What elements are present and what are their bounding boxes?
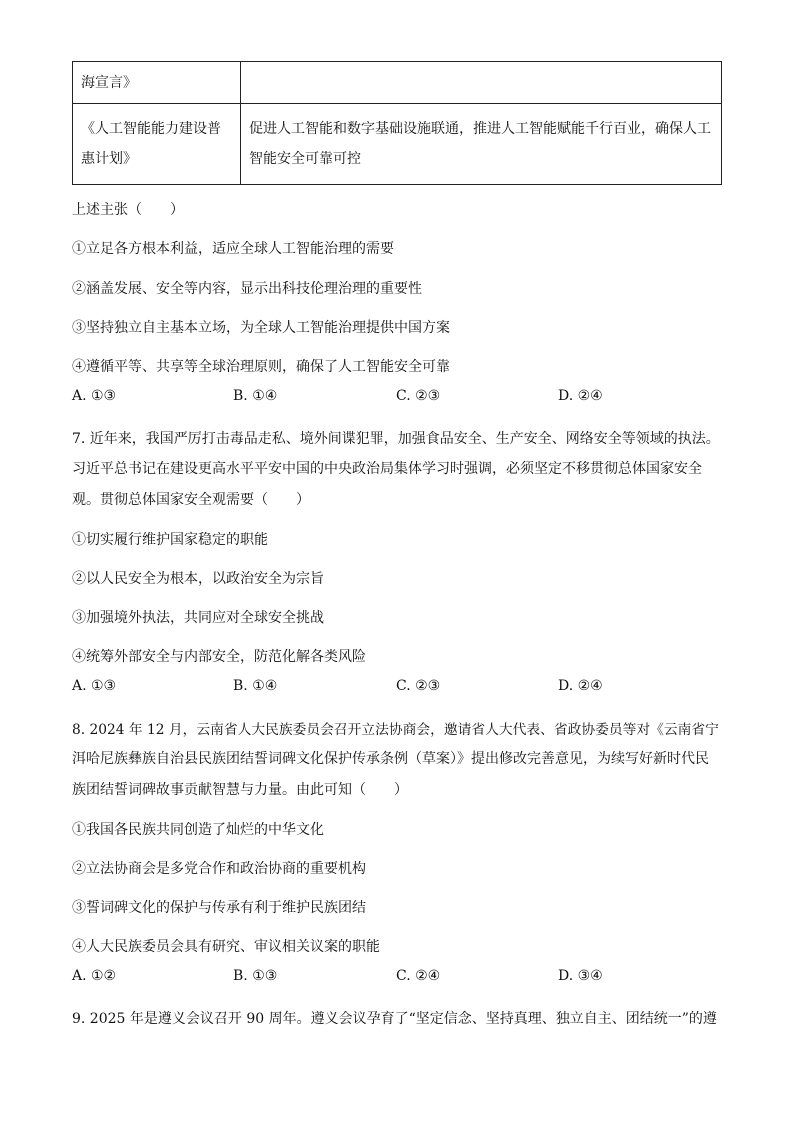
table-cell-name bbox=[73, 104, 241, 185]
q8-option-c: C. ②④ bbox=[396, 968, 441, 984]
q6-option-d: D. ②④ bbox=[558, 388, 603, 404]
q7-statement-4: ④统筹外部安全与内部安全，防范化解各类风险 bbox=[72, 649, 366, 665]
q6-statement-2: ②涵盖发展、安全等内容，显示出科技伦理治理的重要性 bbox=[72, 281, 422, 297]
table-row bbox=[73, 62, 722, 104]
table-cell-name: 海宣言》 bbox=[73, 62, 241, 104]
q7-stem-line-1: 7. 近年来，我国严厉打击毒品走私、境外间谍犯罪，加强食品安全、生产安全、网络安全等领域的执法。 bbox=[72, 431, 720, 447]
table-cell-content bbox=[241, 62, 722, 104]
q6-option-a: A. ①③ bbox=[72, 388, 117, 404]
table-cell-content bbox=[241, 104, 722, 185]
q6-stem: 上述主张（ ） bbox=[72, 202, 184, 218]
q7-statement-1: ①切实履行维护国家稳定的职能 bbox=[72, 532, 268, 548]
q8-stem-line-2: 洱哈尼族彝族自治县民族团结誓词碑文化保护传承条例（草案）》提出修改完善意见，为续写好新时代民 bbox=[72, 751, 709, 767]
q6-statement-1: ①立足各方根本利益，适应全球人工智能治理的需要 bbox=[72, 241, 394, 257]
q8-stem-line-3: 族团结誓词碑故事贡献智慧与力量。由此可知（ ） bbox=[72, 782, 408, 798]
q8-option-d: D. ③④ bbox=[558, 968, 603, 984]
q8-statement-1: ①我国各民族共同创造了灿烂的中华文化 bbox=[72, 822, 324, 838]
table-cell-line: 促进人工智能和数字基础设施联通，推进人工智能赋能千行百业，确保人工 bbox=[249, 121, 711, 137]
q9-stem-line-1: 9. 2025 年是遵义会议召开 90 周年。遵义会议孕育了“坚定信念、坚持真理、独立自主、团结统一”的遵 bbox=[72, 1011, 717, 1027]
q6-option-c: C. ②③ bbox=[396, 388, 441, 404]
q7-option-d: D. ②④ bbox=[558, 678, 603, 694]
q6-option-b: B. ①④ bbox=[233, 388, 278, 404]
q8-stem-line-1: 8. 2024 年 12 月，云南省人大民族委员会召开立法协商会，邀请省人大代表、省政协委员等对《云南省宁 bbox=[72, 722, 719, 738]
q7-option-a: A. ①③ bbox=[72, 678, 117, 694]
initiative-table bbox=[72, 61, 722, 185]
q7-statement-3: ③加强境外执法，共同应对全球安全挑战 bbox=[72, 610, 324, 626]
table-row bbox=[73, 104, 722, 185]
table-cell-line: 惠计划》 bbox=[81, 151, 137, 167]
q6-statement-3: ③坚持独立自主基本立场，为全球人工智能治理提供中国方案 bbox=[72, 320, 450, 336]
table-cell-line: 《人工智能能力建设普 bbox=[81, 121, 221, 137]
q8-option-b: B. ①③ bbox=[233, 968, 278, 984]
q8-option-a: A. ①② bbox=[72, 968, 117, 984]
q7-stem-line-3: 观。贯彻总体国家安全观需要（ ） bbox=[72, 492, 310, 508]
table-cell-line: 智能安全可靠可控 bbox=[249, 151, 361, 167]
q8-statement-3: ③誓词碑文化的保护与传承有利于维护民族团结 bbox=[72, 900, 366, 916]
q8-statement-4: ④人大民族委员会具有研究、审议相关议案的职能 bbox=[72, 939, 380, 955]
q7-statement-2: ②以人民安全为根本，以政治安全为宗旨 bbox=[72, 571, 324, 587]
q7-option-c: C. ②③ bbox=[396, 678, 441, 694]
q8-statement-2: ②立法协商会是多党合作和政治协商的重要机构 bbox=[72, 861, 366, 877]
q7-option-b: B. ①④ bbox=[233, 678, 278, 694]
q7-stem-line-2: 习近平总书记在建设更高水平平安中国的中央政治局集体学习时强调，必须坚定不移贯彻总体国家安全 bbox=[72, 461, 702, 477]
q6-statement-4: ④遵循平等、共享等全球治理原则，确保了人工智能安全可靠 bbox=[72, 359, 450, 375]
